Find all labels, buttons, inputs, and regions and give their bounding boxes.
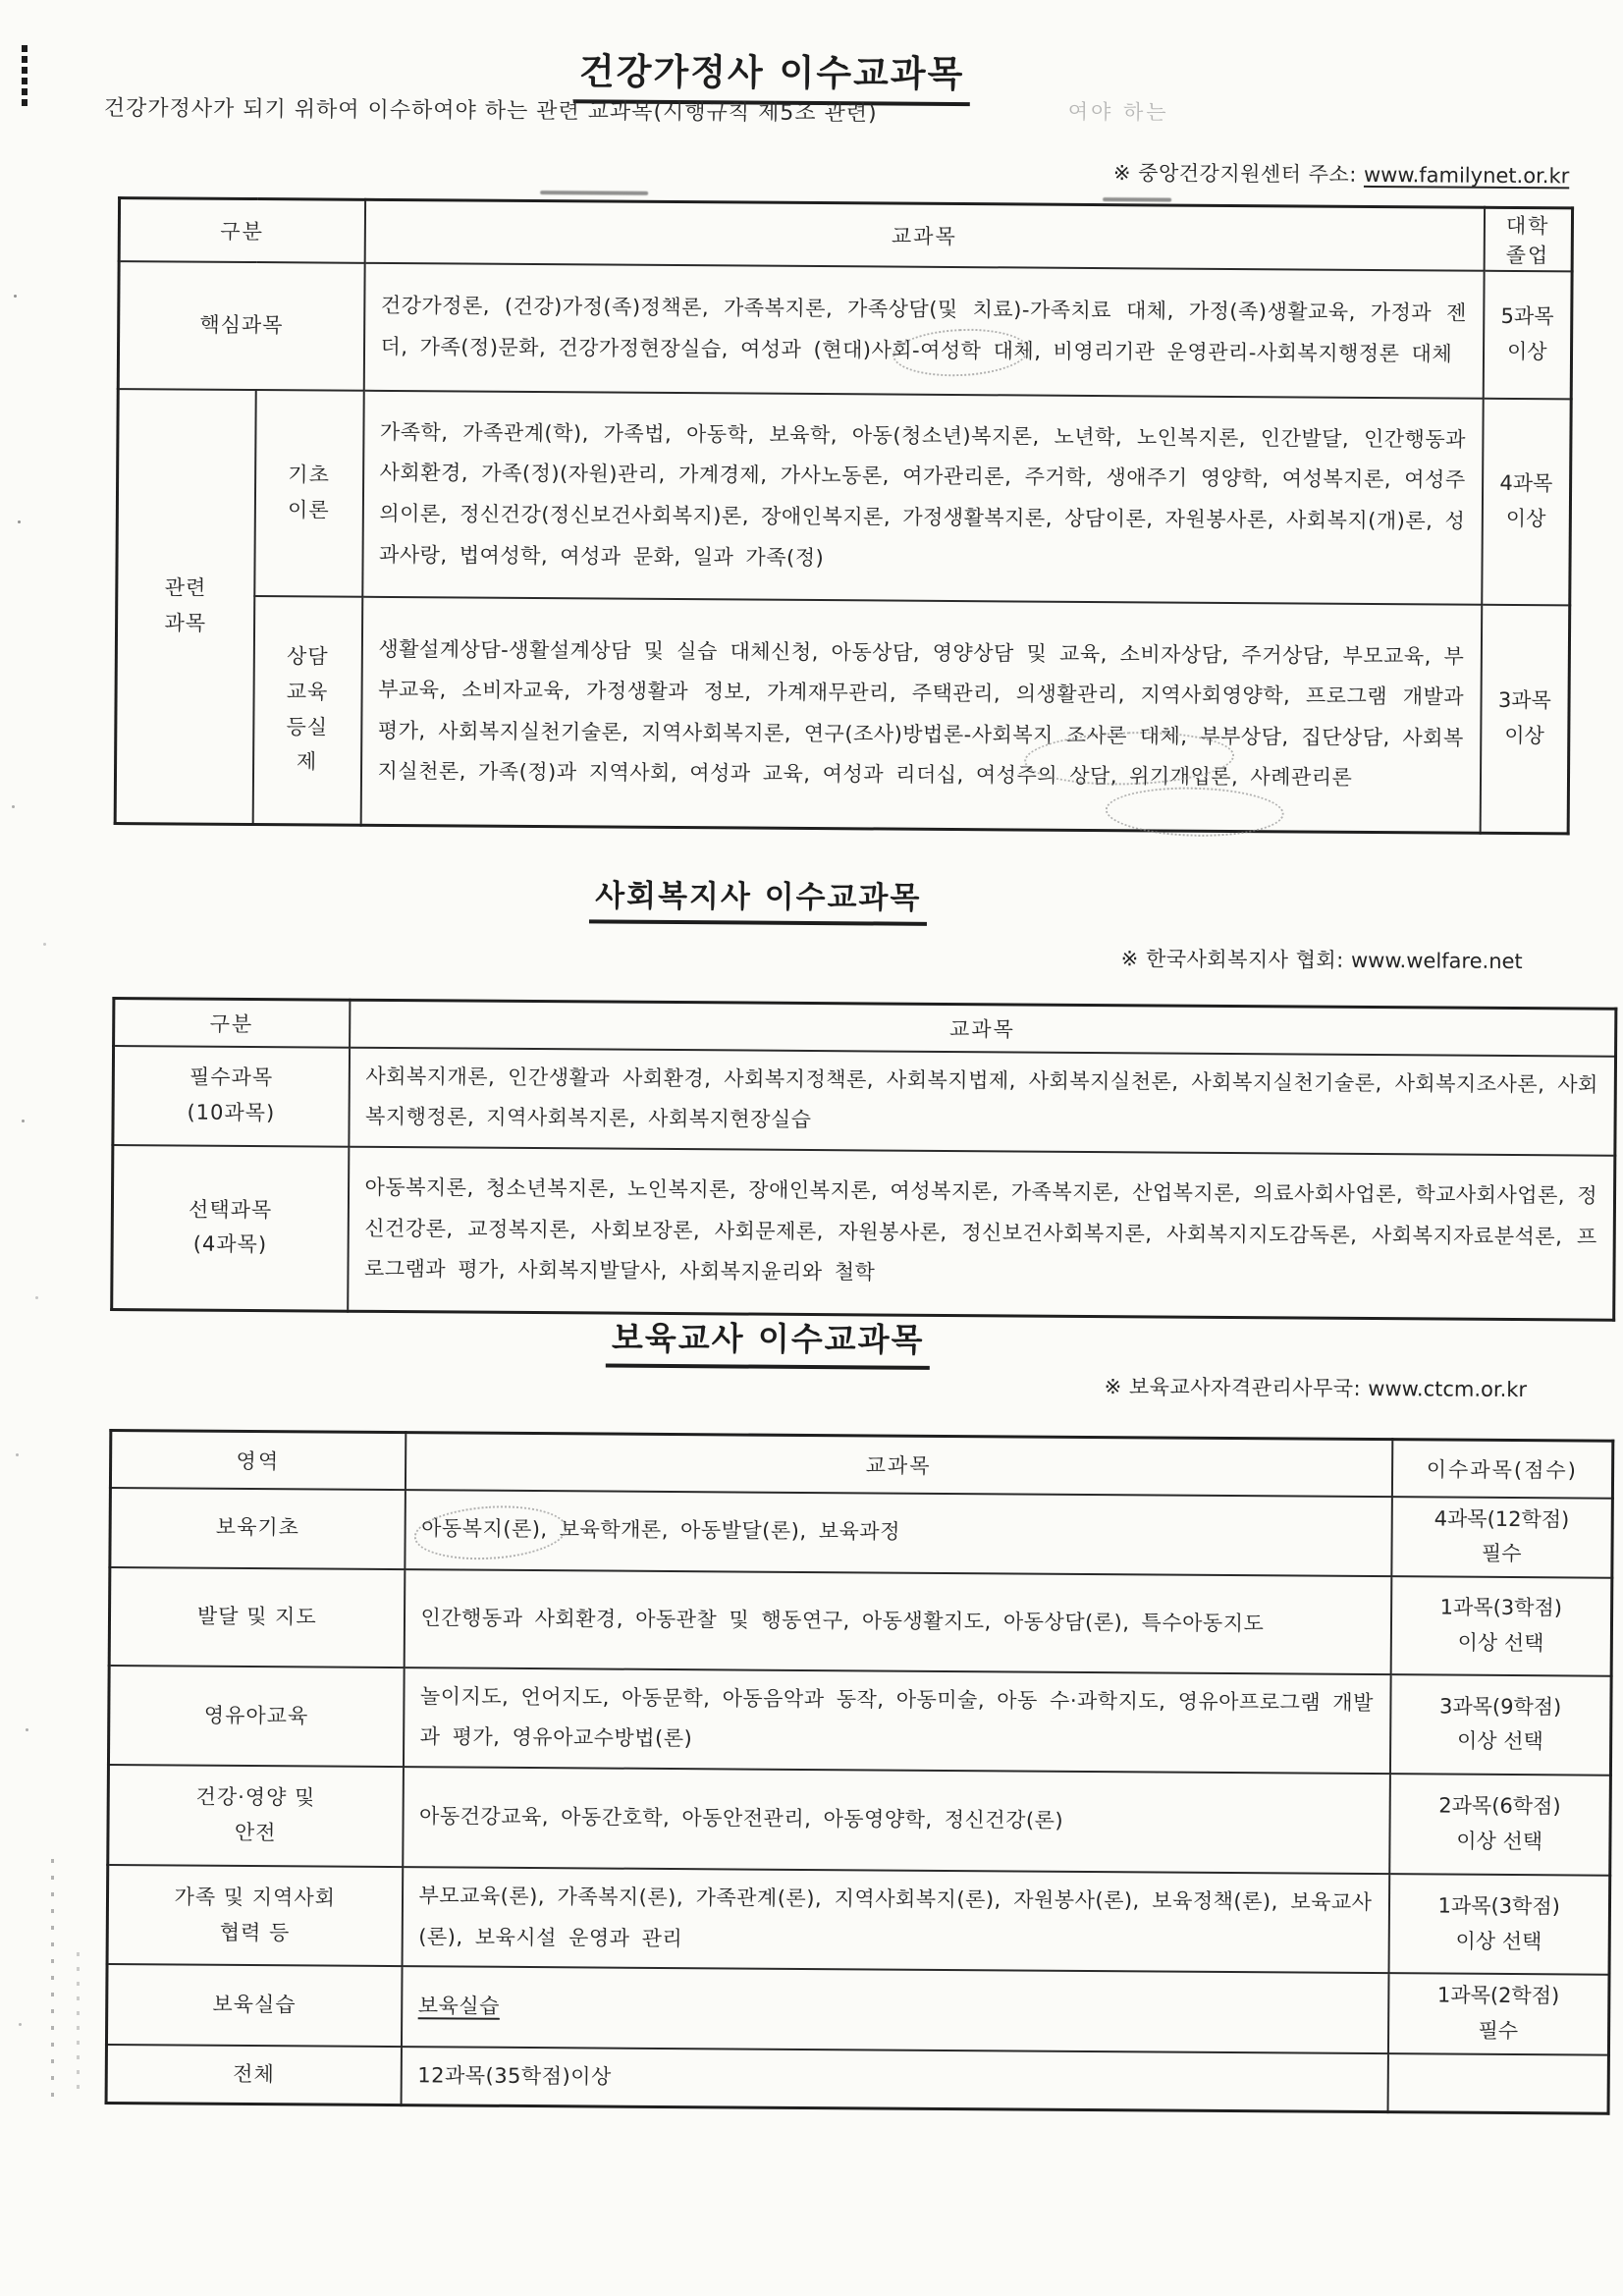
note-welfare: [1121, 943, 1523, 975]
subjects-cell-counseling: 생활설계상담-생활설계상담 및 실습 대체신청, 아동상담, 영양상담 및 교육, 소비자상담, 주거상담, 부모교육, 부부교육, 소비자교육, 가정생활과 정보, 가계재무관리, 주택관리, 의생활관리, 지역사회영양학, 프로그램 개발과 평가, 사회복지실천기술론, 지역사회복지론, 연구(조사)방법론-사회복지 조사론 대체, 부부상담, 집단상담, 사회복지실천론, 가족(정)과 지역사회, 여성과 교육, 여성과 리더십, 여성주의 상담, 위기개입론, 사례관리론: [360, 597, 1482, 833]
note-familynet: [1113, 157, 1570, 190]
requirement-cell: 4과목 이상: [1482, 399, 1571, 606]
scan-noise-mark: [77, 1952, 80, 2092]
table-row: [108, 1666, 1611, 1776]
header-subjects: 교과목: [350, 1000, 1616, 1056]
header-area: 영역: [110, 1431, 405, 1490]
subcategory-cell-counseling: 상담 교육 등실 제: [252, 596, 362, 825]
section-title-healthy-family: 건강가정사 이수교과목: [573, 41, 971, 106]
requirement-cell: 4과목(12학점) 필수: [1391, 1497, 1613, 1578]
area-cell: 영유아교육: [108, 1666, 404, 1767]
requirement-cell: 5과목 이상: [1483, 271, 1572, 400]
header-university-grad: 대학 졸업: [1484, 207, 1572, 271]
ctcm-url: www.ctcm.or.kr: [1368, 1376, 1528, 1402]
scan-ghost-text: 여야 하는: [1067, 99, 1169, 125]
childcare-teacher-course-table: [105, 1429, 1615, 2115]
subjects-cell: 아동건강교육, 아동간호학, 아동안전관리, 아동영양학, 정신건강(론): [403, 1767, 1390, 1874]
table-row: [109, 1567, 1612, 1676]
area-cell: 보육기초: [110, 1488, 406, 1569]
table-row: [106, 2045, 1608, 2114]
area-cell: 보육실습: [106, 1964, 402, 2046]
scan-noise-mark: [51, 1859, 54, 2106]
table-row: [113, 1046, 1616, 1156]
table-row: [117, 389, 1571, 605]
table-header-row: [110, 1431, 1612, 1499]
table-row: [118, 261, 1572, 399]
subjects-cell-elective: 아동복지론, 청소년복지론, 노인복지론, 장애인복지론, 여성복지론, 가족복지론, 산업복지론, 의료사회사업론, 학교사회사업론, 정신건강론, 교정복지론, 사회보장론, 사회문제론, 자원봉사론, 정신보건사회복지론, 사회복지지도감독론, 사회복지자료분석론, 프로그램과 평가, 사회복지발달사, 사회복지윤리와 철학: [348, 1146, 1615, 1320]
section-title-social-worker: 사회복지사 이수교과목: [589, 870, 928, 925]
social-worker-course-table: [110, 997, 1617, 1322]
subjects-cell-total: 12과목(35학점)이상: [401, 2047, 1387, 2112]
table-header-row: [119, 198, 1572, 272]
note-label: ※ 한국사회복지사 협회:: [1120, 947, 1344, 972]
table-row: [107, 1865, 1610, 1975]
area-cell: 가족 및 지역사회 협력 등: [107, 1865, 403, 1966]
table-row: [112, 1145, 1615, 1321]
subcategory-cell-basic-theory: 기초 이론: [254, 390, 363, 597]
welfare-url: www.welfare.net: [1350, 948, 1523, 974]
category-cell-required: 필수과목 (10과목): [113, 1046, 350, 1147]
table-row: [106, 1964, 1609, 2054]
header-category: 구분: [114, 999, 350, 1048]
subjects-cell: 아동복지(론), 보육학개론, 아동발달(론), 보육과정: [405, 1490, 1392, 1576]
subjects-cell-basic-theory: 가족학, 가족관계(학), 가족법, 아동학, 보육학, 아동(청소년)복지론, 노년학, 노인복지론, 인간발달, 인간행동과 사회환경, 가족(정)(자원)관리, 가계경제, 가사노동론, 여가관리론, 주거학, 생애주기 영양학, 여성복지론, 여성주의이론, 정신건강(정신보건사회복지)론, 장애인복지론, 가정생활복지론, 상담이론, 자원봉사론, 사회복지(개)론, 성과사랑, 법여성학, 여성과 문화, 일과 가족(정): [362, 391, 1483, 605]
area-cell: 발달 및 지도: [109, 1567, 405, 1667]
subjects-cell-required: 사회복지개론, 인간생활과 사회환경, 사회복지정책론, 사회복지법제, 사회복지실천론, 사회복지실천기술론, 사회복지조사론, 사회복지행정론, 지역사회복지론, 사회복지현장실습: [349, 1047, 1616, 1155]
subjects-cell: 부모교육(론), 가족복지(론), 가족관계(론), 지역사회복지(론), 자원봉사(론), 보육정책(론), 보육교사(론), 보육시설 운영과 관리: [402, 1867, 1389, 1973]
scan-smudge: [1103, 197, 1171, 201]
header-subjects: 교과목: [405, 1433, 1391, 1497]
scan-speckles: [14, 295, 17, 298]
area-cell: 건강·영양 및 안전: [108, 1765, 404, 1867]
category-cell-core: 핵심과목: [118, 261, 364, 391]
requirement-cell: 3과목(9학점) 이상 선택: [1389, 1674, 1611, 1776]
requirement-cell-empty: [1387, 2053, 1608, 2114]
requirement-cell: 3과목 이상: [1480, 605, 1570, 834]
section-title-childcare-teacher: 보육교사 이수교과목: [606, 1313, 931, 1370]
scan-smudge: [540, 191, 648, 195]
category-cell-related: 관련 과목: [115, 389, 255, 824]
healthy-family-course-table: [114, 196, 1574, 835]
requirement-cell: 2과목(6학점) 이상 선택: [1389, 1774, 1611, 1876]
header-credit-requirement: 이수과목(점수): [1391, 1440, 1612, 1499]
subjects-cell-core: 건강가정론, (건강)가정(족)정책론, 가족복지론, 가족상담(및 치료)-가족치료 대체, 가정(족)생활교육, 가정과 젠더, 가족(정)문화, 건강가정현장실습, 여성과 (현대)사회-여성학 대체, 비영리기관 운영관리-사회복지행정론 대체: [363, 263, 1484, 399]
header-subjects: 교과목: [364, 199, 1484, 270]
category-cell-elective: 선택과목 (4과목): [112, 1145, 349, 1312]
area-cell-total: 전체: [106, 2045, 401, 2105]
table-row: [110, 1488, 1613, 1578]
section-subtitle: 건강가정사가 되기 위하여 이수하여야 하는 관련 교과목(시행규칙 제5조 관련): [103, 95, 878, 127]
header-category: 구분: [119, 198, 364, 263]
scan-noise-mark: [22, 45, 27, 110]
subjects-cell: 인간행동과 사회환경, 아동관찰 및 행동연구, 아동생활지도, 아동상담(론), 특수아동지도: [404, 1569, 1391, 1674]
table-row: [108, 1765, 1611, 1876]
note-label: ※ 보육교사자격관리사무국:: [1104, 1375, 1362, 1400]
note-label: ※ 중앙건강지원센터 주소:: [1112, 161, 1357, 187]
requirement-cell: 1과목(3학점) 이상 선택: [1388, 1874, 1610, 1975]
subjects-cell: 보육실습: [401, 1966, 1388, 2052]
table-row: [115, 595, 1570, 833]
subjects-cell: 놀이지도, 언어지도, 아동문학, 아동음악과 동작, 아동미술, 아동 수·과학지도, 영유아프로그램 개발과 평가, 영유아교수방법(론): [403, 1667, 1390, 1774]
requirement-cell: 1과목(3학점) 이상 선택: [1390, 1576, 1612, 1676]
familynet-url: www.familynet.or.kr: [1363, 162, 1570, 189]
requirement-cell: 1과목(2학점) 필수: [1387, 1973, 1609, 2054]
note-ctcm: [1105, 1371, 1528, 1403]
